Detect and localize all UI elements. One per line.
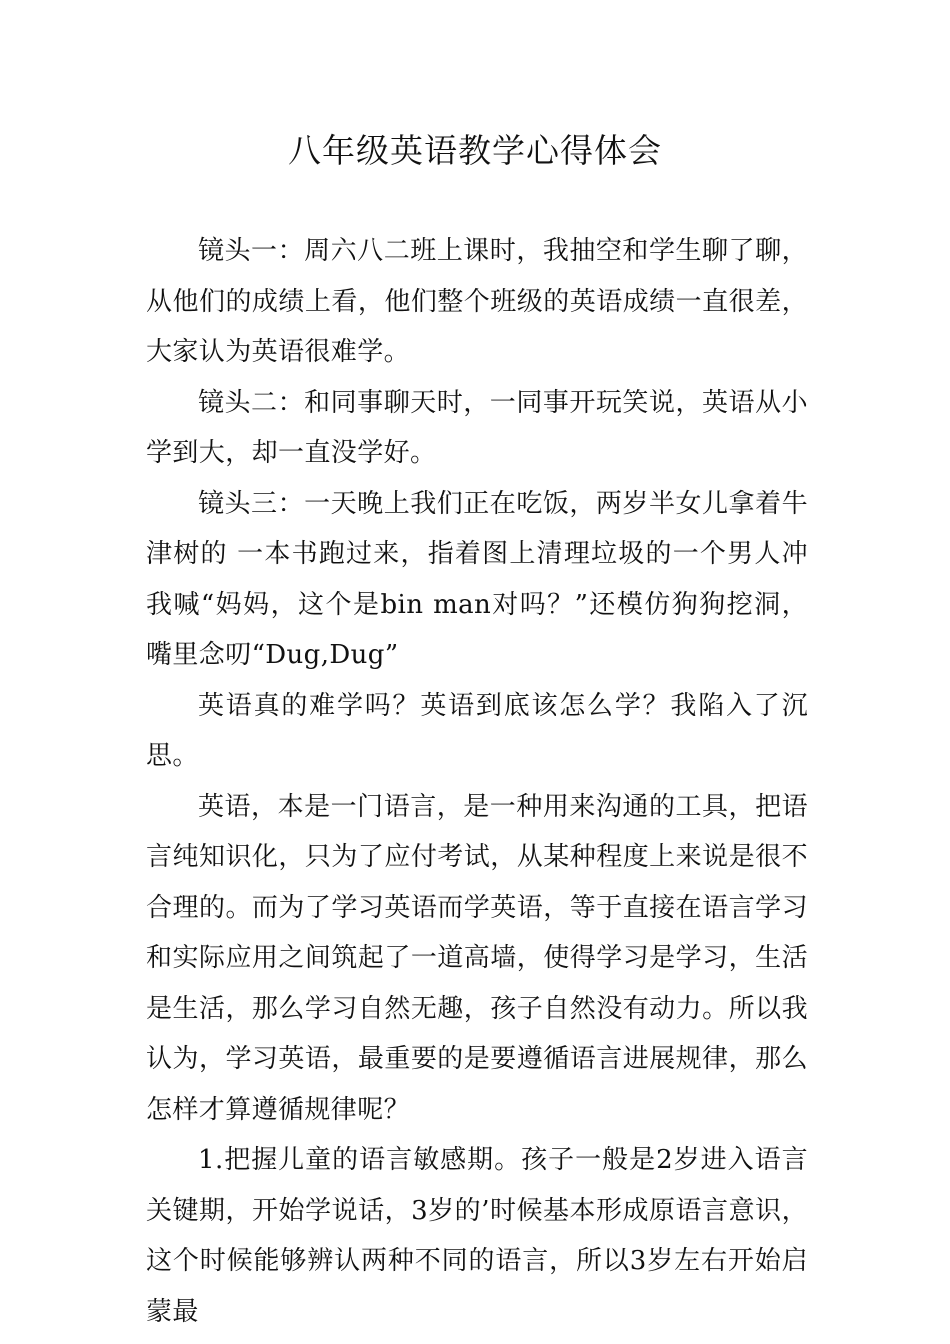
paragraph-question: 英语真的难学吗？英语到底该怎么学？我陷入了沉思。 <box>146 690 808 771</box>
paragraph-shot-three: 镜头三：一天晚上我们正在吃饭，两岁半女儿拿着牛津树的 一本书跑过来，指着图上清理垃圾的一个男人冲我喊“妈妈，这个是bin man对吗？”还模仿狗狗挖洞，嘴里念叨“Dug,Dug” <box>146 488 808 670</box>
paragraph-shot-two: 镜头二：和同事聊天时，一同事开玩笑说，英语从小学到大，却一直没学好。 <box>146 387 808 468</box>
document-body <box>146 226 808 1337</box>
paragraph-reflection: 英语，本是一门语言，是一种用来沟通的工具，把语言纯知识化，只为了应付考试，从某种程度上来说是很不合理的。而为了学习英语而学英语，等于直接在语言学习和实际应用之间筑起了一道高墙，使得学习是学习，生活是生活，那么学习自然无趣，孩子自然没有动力。所以我认为，学习英语，最重要的是要遵循语言进展规律，那么怎样才算遵循规律呢？ <box>146 791 808 1125</box>
paragraph-shot-one: 镜头一：周六八二班上课时，我抽空和学生聊了聊，从他们的成绩上看，他们整个班级的英语成绩一直很差，大家认为英语很难学。 <box>146 236 808 367</box>
paragraph-point-one: 1.把握儿童的语言敏感期。孩子一般是2岁进入语言关键期，开始学说话，3岁的’时候基本形成原语言意识，这个时候能够辨认两种不同的语言，所以3岁左右开始启蒙最 <box>146 1145 808 1327</box>
document-title: 八年级英语教学心得体会 <box>288 131 662 170</box>
